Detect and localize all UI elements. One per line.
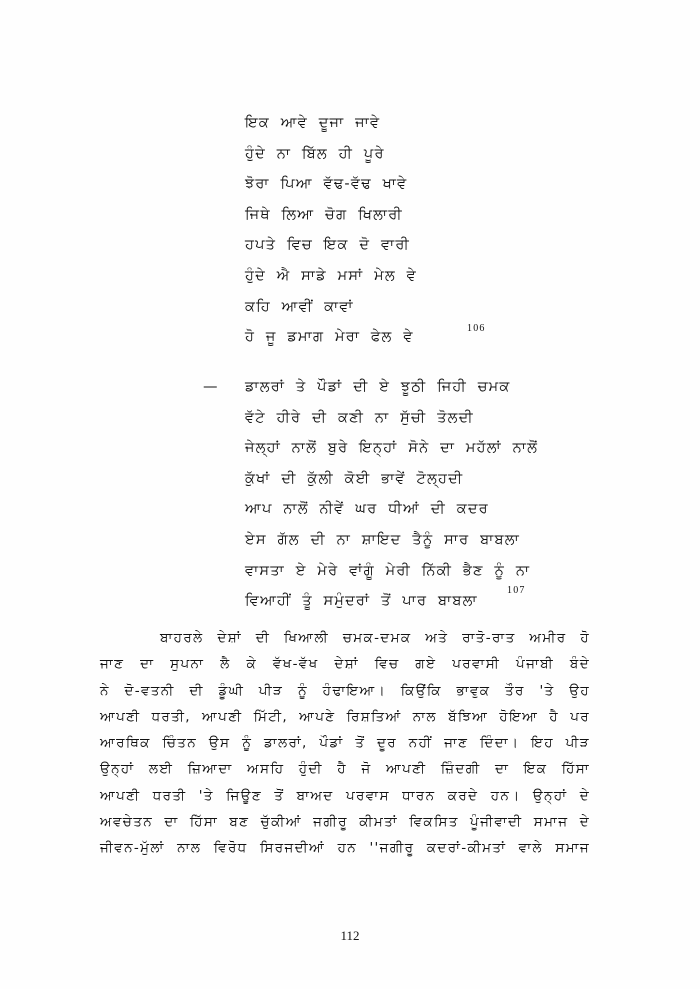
paragraph-line: ਬਾਹਰਲੇ ਦੇਸ਼ਾਂ ਦੀ ਖਿਆਲੀ ਚਮਕ-ਦਮਕ ਅਤੇ ਰਾਤੋ-ਰਾਤ ਅਮੀਰ ਹੋ [160, 630, 590, 646]
verse-line: ਏਸ ਗੱਲ ਦੀ ਨਾ ਸ਼ਾਇਦ ਤੈਨੂੰ ਸਾਰ ਬਾਬਲਾ [245, 531, 520, 548]
verse-line: ਜਿਥੇ ਲਿਆ ਚੋਗ ਖਿਲਾਰੀ [245, 206, 403, 223]
verse-line: ਹੁੰਦੇ ਐ ਸਾਡੇ ਮਸਾਂ ਮੇਲ ਵੇ [245, 267, 417, 284]
page-number: 112 [340, 928, 360, 943]
body-paragraph [100, 625, 590, 862]
verse-line: ਕੁੱਖਾਂ ਦੀ ਕੁੱਲੀ ਕੋਈ ਭਾਵੇਂ ਟੋਲ੍ਹਦੀ [245, 470, 464, 487]
paragraph-line: ਨੇ ਦੋ-ਵਤਨੀ ਦੀ ਡੂੰਘੀ ਪੀੜ ਨੂੰ ਹੰਢਾਇਆ। ਕਿਉਂਕਿ ਭਾਵੁਕ ਤੌਰ 'ਤੇ ਉਹ [100, 682, 590, 699]
verse-line: ਡਾਲਰਾਂ ਤੇ ਪੌਡਾਂ ਦੀ ਏ ਝੂਠੀ ਜਿਹੀ ਚਮਕ [245, 379, 511, 395]
verse-line-text: ਵਿਆਹੀਂ ਤੂੰ ਸਮੁੰਦਰਾਂ ਤੋਂ ਪਾਰ ਬਾਬਲਾ [245, 593, 478, 610]
footnote-marker: 106 [467, 323, 486, 335]
verse-line: ਝੋਰਾ ਪਿਆ ਵੱਢ-ਵੱਢ ਖਾਵੇ [245, 176, 408, 193]
paragraph-line: ਆਪਣੀ ਧਰਤੀ 'ਤੇ ਜਿਊਣ ਤੋਂ ਬਾਅਦ ਪਰਵਾਸ ਧਾਰਨ ਕਰਦੇ ਹਨ। ਉਨ੍ਹਾਂ ਦੇ [100, 787, 590, 804]
quote-dash: — [203, 379, 218, 395]
verse-line: ਵਾਸਤਾ ਏ ਮੇਰੇ ਵਾਂਗੂੰ ਮੇਰੀ ਨਿੱਕੀ ਭੈਣ ਨੂੰ ਨਾ [245, 562, 531, 579]
paragraph-line: ਉਨ੍ਹਾਂ ਲਈ ਜ਼ਿਆਦਾ ਅਸਹਿ ਹੁੰਦੀ ਹੈ ਜੋ ਆਪਣੀ ਜ਼ਿੰਦਗੀ ਦਾ ਇਕ ਹਿੱਸਾ [100, 761, 590, 778]
verse-line-text: ਹੋ ਜੂ ਡਮਾਗ ਮੇਰਾ ਫੇਲ ਵੇ [245, 329, 414, 346]
verse-line-last [245, 322, 486, 353]
verse-block-2 [245, 372, 538, 617]
paragraph-line: ਆਪਣੀ ਧਰਤੀ, ਆਪਣੀ ਮਿੱਟੀ, ਆਪਣੇ ਰਿਸ਼ਤਿਆਂ ਨਾਲ ਬੱਝਿਆ ਹੋਇਆ ਹੈ ਪਰ [100, 708, 590, 725]
paragraph-line: ਜਾਣ ਦਾ ਸੁਪਨਾ ਲੈ ਕੇ ਵੱਖ-ਵੱਖ ਦੇਸ਼ਾਂ ਵਿਚ ਗਏ ਪਰਵਾਸੀ ਪੰਜਾਬੀ ਬੰਦੇ [100, 656, 590, 673]
verse-line: ਹਪਤੇ ਵਿਚ ਇਕ ਦੋ ਵਾਰੀ [245, 237, 410, 254]
verse-line: ਹੁੰਦੇ ਨਾ ਬਿੱਲ ਹੀ ਪੂਰੇ [245, 145, 385, 162]
footnote-marker: 107 [507, 585, 526, 597]
paragraph-line: ਜੀਵਨ-ਮੁੱਲਾਂ ਨਾਲ ਵਿਰੋਧ ਸਿਰਜਦੀਆਂ ਹਨ ''ਜਗੀਰੂ ਕਦਰਾਂ-ਕੀਮਤਾਂ ਵਾਲੇ ਸਮਾਜ [100, 840, 590, 857]
verse-line: ਜੇਲ੍ਹਾਂ ਨਾਲੋਂ ਬੁਰੇ ਇਨ੍ਹਾਂ ਸੋਨੇ ਦਾ ਮਹੱਲਾਂ ਨਾਲੋਂ [245, 440, 539, 457]
verse-line: ਆਪ ਨਾਲੋਂ ਨੀਵੇਂ ਘਰ ਧੀਆਂ ਦੀ ਕਦਰ [245, 501, 489, 518]
verse-line: ਇਕ ਆਵੇ ਦੂਜਾ ਜਾਵੇ [245, 115, 381, 131]
paragraph-line: ਅਵਚੇਤਨ ਦਾ ਹਿੱਸਾ ਬਣ ਚੁੱਕੀਆਂ ਜਗੀਰੂ ਕੀਮਤਾਂ ਵਿਕਸਿਤ ਪੂੰਜੀਵਾਦੀ ਸਮਾਜ ਦੇ [100, 814, 590, 831]
verse-line: ਕਹਿ ਆਵੀਂ ਕਾਵਾਂ [245, 298, 354, 315]
paragraph-line: ਆਰਥਿਕ ਚਿੰਤਨ ਉਸ ਨੂੰ ਡਾਲਰਾਂ, ਪੌਡਾਂ ਤੋਂ ਦੂਰ ਨਹੀਂ ਜਾਣ ਦਿੰਦਾ। ਇਹ ਪੀੜ [100, 735, 590, 752]
verse-block-1 [245, 108, 486, 353]
verse-line: ਵੱਟੇ ਹੀਰੇ ਦੀ ਕਣੀ ਨਾ ਸੁੱਚੀ ਤੋਲਦੀ [245, 409, 474, 426]
verse-line-last [245, 586, 538, 617]
